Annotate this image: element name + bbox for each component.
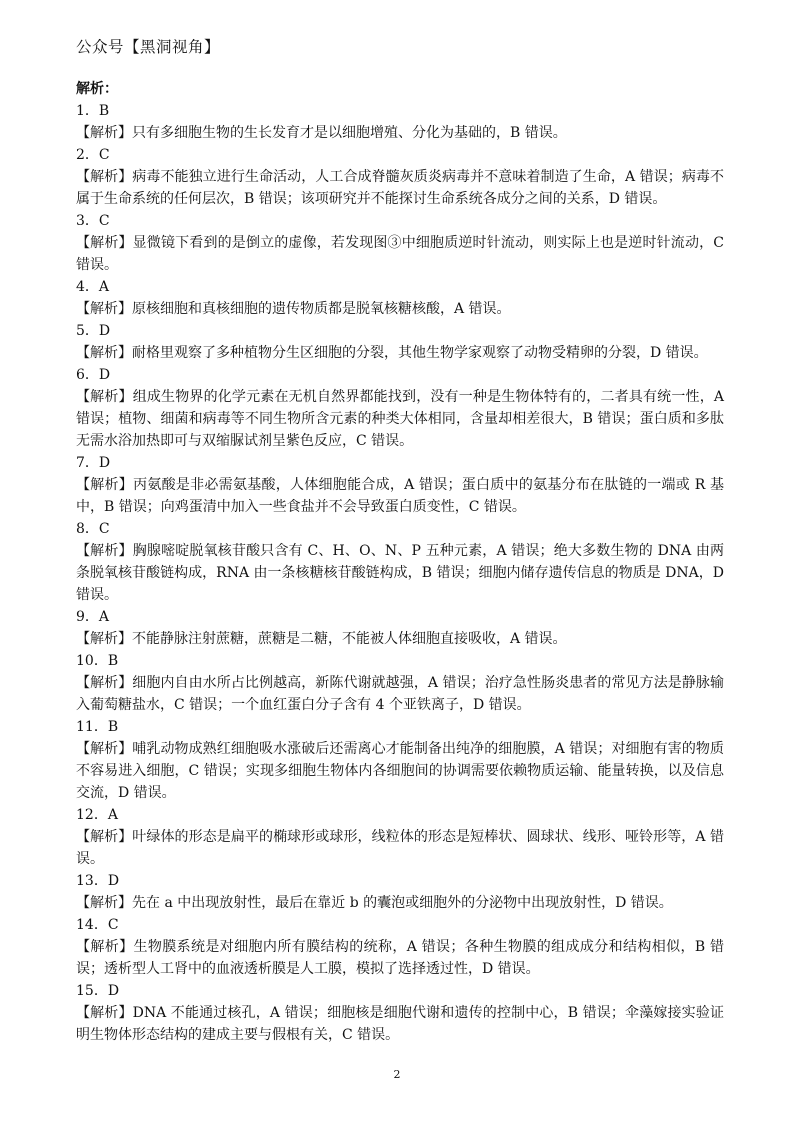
question-answer: 5．D: [76, 323, 111, 339]
analysis-item: [76, 980, 724, 1046]
explanation-text: 【解析】胸腺嘧啶脱氧核苷酸只含有 C、H、O、N、P 五种元素，A 错误；绝大多数生物的 DNA 由两条脱氧核苷酸链构成，RNA 由一条核糖核苷酸链构成，B 错误；细胞内储存遗传信息的物质是 DNA，D 错误。: [76, 543, 724, 603]
analysis-item: [76, 452, 724, 518]
analysis-item: [76, 518, 724, 606]
question-answer: 13．D: [76, 873, 120, 889]
analysis-item: [76, 870, 724, 914]
explanation-text: 【解析】生物膜系统是对细胞内所有膜结构的统称，A 错误；各种生物膜的组成成分和结构相似，B 错误；透析型人工肾中的血液透析膜是人工膜，模拟了选择透过性，D 错误。: [76, 939, 724, 977]
explanation-text: 【解析】DNA 不能通过核孔，A 错误；细胞核是细胞代谢和遗传的控制中心，B 错误；伞藻嫁接实验证明生物体形态结构的建成主要与假根有关，C 错误。: [76, 1005, 724, 1043]
page-number: 2: [393, 1068, 401, 1081]
explanation-text: 【解析】哺乳动物成熟红细胞吸水涨破后还需离心才能制备出纯净的细胞膜，A 错误；对细胞有害的物质不容易进入细胞，C 错误；实现多细胞生物体内各细胞间的协调需要依赖物质运输、能量转换，以及信息交流，D 错误。: [76, 741, 724, 801]
analysis-item: [76, 144, 724, 210]
question-answer: 2．C: [76, 147, 110, 163]
explanation-text: 【解析】组成生物界的化学元素在无机自然界都能找到，没有一种是生物体特有的，二者具有统一性，A 错误；植物、细菌和病毒等不同生物所含元素的种类大体相同，含量却相差很大，B 错误；蛋白质和多肽无需水浴加热即可与双缩脲试剂呈紫色反应，C 错误。: [76, 389, 724, 449]
analysis-item: [76, 100, 724, 144]
explanation-text: 【解析】丙氨酸是非必需氨基酸，人体细胞能合成，A 错误；蛋白质中的氨基分布在肽链的一端或 R 基中，B 错误；向鸡蛋清中加入一些食盐并不会导致蛋白质变性，C 错误。: [76, 477, 724, 515]
question-answer: 8．C: [76, 521, 110, 537]
explanation-text: 【解析】只有多细胞生物的生长发育才是以细胞增殖、分化为基础的，B 错误。: [76, 125, 567, 141]
question-answer: 11．B: [76, 719, 119, 735]
analysis-item: [76, 364, 724, 452]
explanation-text: 【解析】耐格里观察了多种植物分生区细胞的分裂，其他生物学家观察了动物受精卵的分裂，D 错误。: [76, 345, 708, 361]
analysis-item: [76, 320, 724, 364]
question-answer: 10．B: [76, 653, 119, 669]
explanation-text: 【解析】先在 a 中出现放射性，最后在靠近 b 的囊泡或细胞外的分泌物中出现放射性，D 错误。: [76, 895, 673, 911]
analysis-item: [76, 276, 724, 320]
question-answer: 1．B: [76, 103, 110, 119]
question-answer: 7．D: [76, 455, 111, 471]
explanation-text: 【解析】病毒不能独立进行生命活动，人工合成脊髓灰质炎病毒并不意味着制造了生命，A 错误；病毒不属于生命系统的任何层次，B 错误；该项研究并不能探讨生命系统各成分之间的关系，D 错误。: [76, 169, 724, 207]
question-answer: 3．C: [76, 213, 110, 229]
analysis-item: [76, 606, 724, 650]
question-answer: 12．A: [76, 807, 118, 823]
question-answer: 14．C: [76, 917, 119, 933]
explanation-text: 【解析】显微镜下看到的是倒立的虚像，若发现图③中细胞质逆时针流动，则实际上也是逆时针流动，C 错误。: [76, 235, 724, 273]
analysis-list: [76, 100, 724, 1046]
answer-analysis: [76, 78, 724, 1046]
question-answer: 4．A: [76, 279, 110, 295]
explanation-text: 【解析】叶绿体的形态是扁平的椭球形或球形，线粒体的形态是短棒状、圆球状、线形、哑铃形等，A 错误。: [76, 829, 724, 867]
analysis-item: [76, 210, 724, 276]
analysis-item: [76, 804, 724, 870]
analysis-item: [76, 650, 724, 716]
page-header: 公众号【黑洞视角】: [76, 38, 221, 56]
analysis-item: [76, 716, 724, 804]
section-title: 解析：: [76, 81, 118, 97]
question-answer: 15．D: [76, 983, 120, 999]
explanation-text: 【解析】不能静脉注射蔗糖，蔗糖是二糖，不能被人体细胞直接吸收，A 错误。: [76, 631, 567, 647]
explanation-text: 【解析】细胞内自由水所占比例越高，新陈代谢就越强，A 错误；治疗急性肠炎患者的常见方法是静脉输入葡萄糖盐水，C 错误；一个血红蛋白分子含有 4 个亚铁离子，D 错误。: [76, 675, 724, 713]
analysis-item: [76, 914, 724, 980]
explanation-text: 【解析】原核细胞和真核细胞的遗传物质都是脱氧核糖核酸，A 错误。: [76, 301, 511, 317]
question-answer: 6．D: [76, 367, 111, 383]
question-answer: 9．A: [76, 609, 110, 625]
